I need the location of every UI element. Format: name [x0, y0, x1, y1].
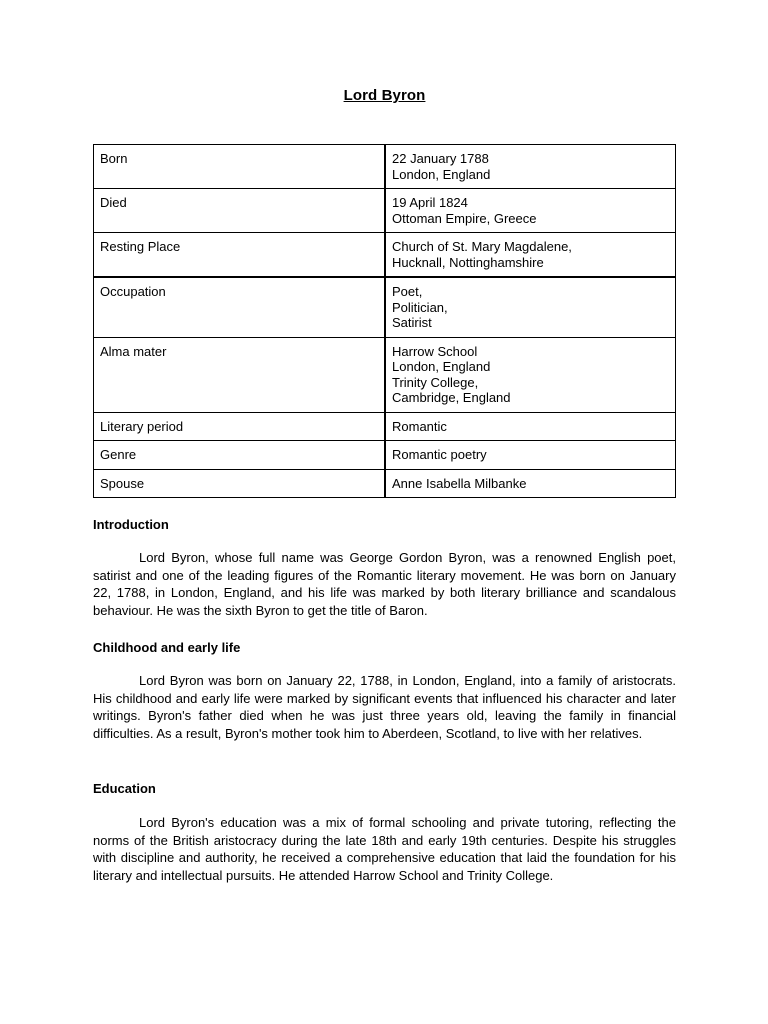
- table-row: [94, 189, 676, 233]
- row-value: [385, 441, 676, 470]
- table-row: [94, 233, 676, 278]
- section-heading-introduction: Introduction: [93, 517, 169, 532]
- row-key: Literary period: [94, 412, 386, 441]
- row-value-line: 19 April 1824: [392, 195, 468, 210]
- row-key: Spouse: [94, 469, 386, 498]
- row-value-line: Romantic: [392, 418, 447, 434]
- row-key: Died: [94, 189, 386, 233]
- row-value-line: London, England: [392, 359, 491, 374]
- table-row: [94, 441, 676, 470]
- row-value-line: Anne Isabella Milbanke: [392, 475, 527, 491]
- table-row: [94, 145, 676, 189]
- section-text-childhood: Lord Byron was born on January 22, 1788, in London, England, into a family of aristocrats. His childhood and early life were marked by significant events that influenced his character and later writings. Byron's father died when he was just three years old, leaving the family in financial difficulties. As a result, Byron's mother took him to Aberdeen, Scotland, to live with her relatives.: [93, 673, 676, 741]
- row-key: Resting Place: [94, 233, 386, 278]
- row-value-line: London, England: [392, 166, 491, 182]
- section-text-education: Lord Byron's education was a mix of formal schooling and private tutoring, reflecting the norms of the British aristocracy during the late 18th and early 19th centuries. Despite his struggles with discipline and authority, he received a comprehensive education that laid the foundation for his literary and intellectual pursuits. He attended Harrow School and Trinity College.: [93, 815, 676, 883]
- row-value-line: Church of St. Mary Magdalene,: [392, 239, 572, 254]
- row-key: Genre: [94, 441, 386, 470]
- row-value: [385, 277, 676, 337]
- row-value-line: Poet,: [392, 284, 423, 299]
- row-value-line: Trinity College,: [392, 374, 479, 390]
- page-title: Lord Byron: [343, 87, 426, 104]
- row-value: [385, 337, 676, 412]
- row-value-line: Politician,: [392, 299, 448, 315]
- row-key: Born: [94, 145, 386, 189]
- row-value: [385, 469, 676, 498]
- row-value: [385, 233, 676, 278]
- table-row: [94, 337, 676, 412]
- info-table: [93, 144, 676, 498]
- info-table-body: [94, 145, 676, 498]
- row-value: [385, 189, 676, 233]
- table-row: [94, 412, 676, 441]
- row-value: [385, 412, 676, 441]
- section-text-introduction: Lord Byron, whose full name was George Gordon Byron, was a renowned English poet, satirist and one of the leading figures of the Romantic literary movement. He was born on January 22, 1788, in London, England, and his life was marked by both literary brilliance and scandalous behaviour. He was the sixth Byron to get the title of Baron.: [93, 550, 676, 618]
- row-value-line: 22 January 1788: [392, 151, 489, 166]
- table-row: [94, 277, 676, 337]
- row-value-line: Satirist: [392, 315, 432, 330]
- row-value-line: Romantic poetry: [392, 447, 487, 462]
- row-value-line: Harrow School: [392, 343, 478, 359]
- row-value-line: Cambridge, England: [392, 390, 511, 405]
- row-key: Occupation: [94, 277, 386, 337]
- row-key: Alma mater: [94, 337, 386, 412]
- row-value: [385, 145, 676, 189]
- table-row: [94, 469, 676, 498]
- row-value-line: Ottoman Empire, Greece: [392, 210, 537, 226]
- section-heading-childhood: Childhood and early life: [93, 640, 241, 655]
- row-value-line: Hucknall, Nottinghamshire: [392, 254, 544, 270]
- section-heading-education: Education: [93, 781, 156, 796]
